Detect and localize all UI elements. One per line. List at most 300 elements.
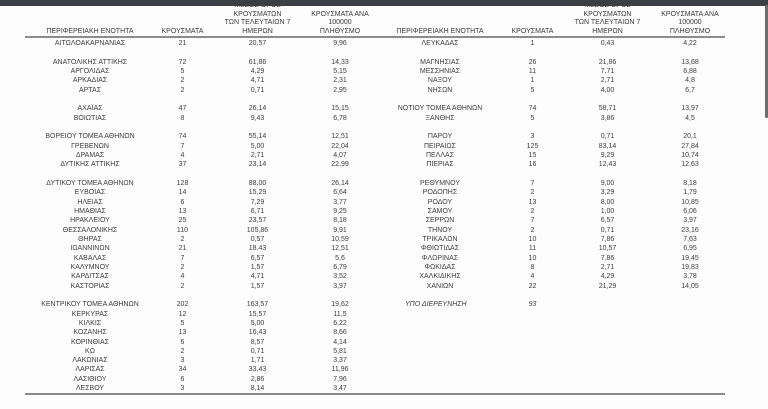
table-row bbox=[375, 254, 725, 263]
avg7-cell: 3,29 bbox=[600, 189, 615, 197]
cases-cell: 21 bbox=[178, 245, 187, 253]
name-cell: ΑΡΚΑΔΙΑΣ bbox=[72, 77, 108, 85]
per100k-cell: 22,99 bbox=[331, 161, 349, 169]
per100k-cell: 3,52 bbox=[333, 273, 347, 281]
avg7-cell: 58,71 bbox=[598, 105, 617, 113]
per100k-cell bbox=[655, 300, 725, 309]
avg7-cell: 0,71 bbox=[250, 347, 265, 355]
cases-cell: 5 bbox=[530, 86, 535, 94]
avg7-cell: 7,86 bbox=[600, 254, 615, 262]
name-cell: ΕΥΒΟΙΑΣ bbox=[74, 189, 106, 197]
table-row bbox=[25, 384, 375, 393]
cases-cell: 5 bbox=[530, 114, 535, 122]
avg7-cell: 21,86 bbox=[598, 58, 617, 66]
cases-cell: 47 bbox=[178, 105, 187, 113]
cases-cell: 4 bbox=[180, 151, 185, 159]
avg7-cell: 7,71 bbox=[600, 67, 615, 75]
table-row bbox=[375, 272, 725, 281]
per100k-cell: 9,96 bbox=[333, 40, 347, 47]
cases-table-left bbox=[25, 2, 375, 393]
per100k-cell: 3,97 bbox=[333, 282, 347, 290]
per100k-cell: 9,91 bbox=[333, 226, 347, 234]
name-cell: ΔΥΤΙΚΗΣ ΑΤΤΙΚΗΣ bbox=[60, 161, 120, 169]
name-cell: ΠΕΛΛΑΣ bbox=[425, 151, 455, 159]
per100k-cell: 3,47 bbox=[333, 385, 347, 393]
table-row bbox=[25, 39, 375, 48]
cases-cell: 2 bbox=[530, 226, 535, 234]
col-header-avg7: ΜΕΣΟΣ ΟΡΟΣ ΚΡΟΥΣΜΑΤΩΝ ΤΩΝ ΤΕΛΕΥΤΑΙΩΝ 7 ΗΜΕΡΩΝ bbox=[574, 2, 641, 35]
per100k-cell: 15,15 bbox=[331, 105, 349, 113]
cases-cell: 7 bbox=[180, 254, 185, 262]
per100k-cell: 4,22 bbox=[683, 40, 697, 47]
per100k-cell: 10,74 bbox=[681, 151, 699, 159]
avg7-cell: 105,86 bbox=[246, 226, 269, 234]
table-row bbox=[25, 375, 375, 384]
table-row bbox=[25, 67, 375, 76]
cases-cell: 7 bbox=[180, 142, 185, 150]
table-row bbox=[25, 58, 375, 67]
cases-cell: 3 bbox=[530, 133, 535, 141]
cases-cell: 1 bbox=[530, 40, 535, 47]
per100k-cell: 4,14 bbox=[333, 338, 347, 346]
table-row bbox=[25, 132, 375, 141]
name-cell: ΦΛΩΡΙΝΑΣ bbox=[421, 254, 459, 262]
cases-cell: 2 bbox=[180, 263, 185, 271]
table-row bbox=[25, 151, 375, 160]
per100k-cell: 6,79 bbox=[333, 263, 347, 271]
avg7-cell: 0,71 bbox=[600, 226, 615, 234]
tables-wrap bbox=[25, 2, 725, 393]
per100k-cell: 4,5 bbox=[685, 114, 695, 122]
table-row bbox=[375, 151, 725, 160]
name-cell: ΔΡΑΜΑΣ bbox=[75, 151, 105, 159]
cases-cell: 15 bbox=[528, 151, 537, 159]
name-cell: ΥΠΟ ΔΙΕΡΕΥΝΗΣΗ bbox=[405, 301, 467, 309]
cases-cell: 6 bbox=[180, 375, 185, 383]
avg7-cell: 1,57 bbox=[250, 263, 265, 271]
per100k-cell: 10,85 bbox=[681, 198, 699, 206]
name-cell: ΝΗΣΩΝ bbox=[427, 86, 453, 94]
cases-cell: 2 bbox=[180, 282, 185, 290]
per100k-cell: 27,84 bbox=[681, 142, 699, 150]
avg7-cell: 4,71 bbox=[250, 273, 265, 281]
avg7-cell: 2,71 bbox=[600, 77, 615, 85]
name-cell: ΚΙΛΚΙΣ bbox=[78, 319, 102, 327]
per100k-cell: 5,6 bbox=[335, 254, 345, 262]
cases-cell: 8 bbox=[180, 114, 185, 122]
name-cell: ΜΕΣΣΗΝΙΑΣ bbox=[419, 67, 461, 75]
name-cell: ΤΗΝΟΥ bbox=[427, 226, 453, 234]
cases-cell: 37 bbox=[178, 161, 187, 169]
name-cell: ΠΑΡΟΥ bbox=[427, 133, 453, 141]
name-cell: ΛΑΡΙΣΑΣ bbox=[75, 366, 105, 374]
avg7-cell: 0,71 bbox=[600, 133, 615, 141]
table-row bbox=[25, 114, 375, 123]
name-cell: ΔΥΤΙΚΟΥ ΤΟΜΕΑ ΑΘΗΝΩΝ bbox=[46, 179, 134, 187]
name-cell: ΑΡΤΑΣ bbox=[78, 86, 102, 94]
table-row bbox=[25, 263, 375, 272]
group-gap bbox=[375, 170, 725, 179]
avg7-cell: 2,71 bbox=[250, 151, 265, 159]
table-body bbox=[25, 38, 375, 393]
avg7-cell: 33,43 bbox=[248, 366, 267, 374]
per100k-cell: 6,88 bbox=[683, 67, 697, 75]
cases-cell: 2 bbox=[530, 207, 535, 215]
avg7-cell: 1,71 bbox=[250, 357, 265, 365]
avg7-cell: 18,43 bbox=[248, 245, 267, 253]
name-cell: ΡΟΔΟΠΗΣ bbox=[422, 189, 458, 197]
cases-cell: 16 bbox=[528, 161, 537, 169]
col-header-region: ΠΕΡΙΦΕΡΕΙΑΚΗ ΕΝΟΤΗΤΑ bbox=[396, 27, 484, 35]
per100k-cell: 6,22 bbox=[333, 319, 347, 327]
per100k-cell: 13,68 bbox=[681, 58, 699, 66]
name-cell: ΚΟΡΙΝΘΙΑΣ bbox=[71, 338, 109, 346]
table-header bbox=[25, 2, 375, 38]
avg7-cell: 1,57 bbox=[250, 282, 265, 290]
per100k-cell: 12,51 bbox=[331, 245, 349, 253]
table-row bbox=[375, 198, 725, 207]
table-row bbox=[25, 86, 375, 95]
cases-cell: 26 bbox=[528, 58, 537, 66]
avg7-cell: 7,29 bbox=[250, 198, 265, 206]
group-gap bbox=[25, 95, 375, 104]
per100k-cell: 12,63 bbox=[681, 161, 699, 169]
table-row bbox=[25, 300, 375, 309]
cases-cell: 2 bbox=[180, 347, 185, 355]
cases-cell: 1 bbox=[530, 77, 535, 85]
col-header-per100k: ΚΡΟΥΣΜΑΤΑ ΑΝΑ 100000 ΠΛΗΘΥΣΜΟ bbox=[311, 10, 369, 35]
avg7-cell: 55,14 bbox=[248, 133, 267, 141]
avg7-cell: 163,57 bbox=[246, 301, 269, 309]
cases-cell: 74 bbox=[178, 133, 187, 141]
per100k-cell: 14,05 bbox=[681, 282, 699, 290]
per100k-cell: 10,59 bbox=[331, 235, 349, 243]
avg7-cell: 15,29 bbox=[248, 189, 267, 197]
table-row bbox=[25, 188, 375, 197]
per100k-cell: 7,96 bbox=[333, 375, 347, 383]
cases-cell: 14 bbox=[178, 189, 187, 197]
per100k-cell: 1,79 bbox=[683, 189, 697, 197]
group-gap bbox=[375, 95, 725, 104]
per100k-cell: 23,16 bbox=[681, 226, 699, 234]
name-cell: ΑΙΤΩΛΟΑΚΑΡΝΑΝΙΑΣ bbox=[54, 40, 126, 47]
cases-cell: 202 bbox=[176, 301, 189, 309]
per100k-cell: 5,15 bbox=[333, 67, 347, 75]
table-row bbox=[375, 39, 725, 48]
name-cell: ΚΕΝΤΡΙΚΟΥ ΤΟΜΕΑ ΑΘΗΝΩΝ bbox=[41, 301, 139, 309]
table-row bbox=[375, 244, 725, 253]
under-investigation-row bbox=[375, 300, 725, 309]
cases-cell: 11 bbox=[528, 245, 537, 253]
avg7-cell: 4,00 bbox=[600, 86, 615, 94]
cases-cell: 74 bbox=[528, 105, 537, 113]
avg7-cell: 12,43 bbox=[598, 161, 617, 169]
cases-cell: 13 bbox=[178, 329, 187, 337]
col-header-region: ΠΕΡΙΦΕΡΕΙΑΚΗ ΕΝΟΤΗΤΑ bbox=[46, 27, 134, 35]
per100k-cell: 6,64 bbox=[333, 189, 347, 197]
cases-cell: 22 bbox=[528, 282, 537, 290]
table-row bbox=[25, 328, 375, 337]
per100k-cell: 6,7 bbox=[685, 86, 695, 94]
table-row bbox=[25, 226, 375, 235]
table-row bbox=[375, 207, 725, 216]
per100k-cell: 2,95 bbox=[333, 86, 347, 94]
name-cell: ΙΩΑΝΝΙΝΩΝ bbox=[70, 245, 110, 253]
avg7-cell bbox=[560, 300, 655, 309]
per100k-cell: 19,45 bbox=[681, 254, 699, 262]
cases-cell: 6 bbox=[180, 198, 185, 206]
table-row bbox=[25, 244, 375, 253]
avg7-cell: 8,14 bbox=[250, 385, 265, 393]
per100k-cell: 13,97 bbox=[681, 105, 699, 113]
table-body bbox=[375, 38, 725, 310]
avg7-cell: 16,43 bbox=[248, 329, 267, 337]
group-gap bbox=[375, 123, 725, 132]
cases-cell: 12 bbox=[178, 310, 187, 318]
name-cell: ΧΑΛΚΙΔΙΚΗΣ bbox=[419, 273, 461, 281]
name-cell: ΡΟΔΟΥ bbox=[427, 198, 453, 206]
avg7-cell: 20,57 bbox=[248, 40, 267, 47]
per100k-cell: 8,66 bbox=[333, 329, 347, 337]
avg7-cell: 2,71 bbox=[600, 263, 615, 271]
avg7-cell: 9,00 bbox=[600, 179, 615, 187]
avg7-cell: 88,00 bbox=[248, 179, 267, 187]
table-row bbox=[25, 365, 375, 374]
table-row bbox=[25, 338, 375, 347]
name-cell: ΑΝΑΤΟΛΙΚΗΣ ΑΤΤΙΚΗΣ bbox=[52, 58, 128, 66]
avg7-cell: 10,57 bbox=[598, 245, 617, 253]
table-row bbox=[375, 216, 725, 225]
cases-cell: 7 bbox=[530, 217, 535, 225]
group-gap bbox=[25, 291, 375, 300]
table-row bbox=[375, 132, 725, 141]
avg7-cell: 9,43 bbox=[250, 114, 265, 122]
table-row bbox=[25, 142, 375, 151]
table-row bbox=[375, 58, 725, 67]
table-header bbox=[375, 2, 725, 38]
name-cell: ΤΡΙΚΑΛΩΝ bbox=[422, 235, 458, 243]
avg7-cell: 5,00 bbox=[250, 142, 265, 150]
name-cell: ΒΟΡΕΙΟΥ ΤΟΜΕΑ ΑΘΗΝΩΝ bbox=[45, 133, 135, 141]
table-row bbox=[375, 282, 725, 291]
col-header-cases: ΚΡΟΥΣΜΑΤΑ bbox=[161, 27, 204, 35]
per100k-cell: 22,04 bbox=[331, 142, 349, 150]
name-cell: ΜΑΓΝΗΣΙΑΣ bbox=[420, 58, 460, 66]
per100k-cell: 4,8 bbox=[685, 77, 695, 85]
name-cell: ΗΜΑΘΙΑΣ bbox=[74, 207, 106, 215]
table-row bbox=[25, 347, 375, 356]
avg7-cell: 8,57 bbox=[250, 338, 265, 346]
table-row bbox=[25, 319, 375, 328]
cases-cell: 7 bbox=[530, 179, 535, 187]
table-row bbox=[25, 282, 375, 291]
cases-cell: 72 bbox=[178, 58, 187, 66]
per100k-cell: 19,83 bbox=[681, 263, 699, 271]
avg7-cell: 6,57 bbox=[250, 254, 265, 262]
avg7-cell: 4,29 bbox=[250, 67, 265, 75]
cases-cell: 25 bbox=[178, 217, 187, 225]
avg7-cell: 6,57 bbox=[600, 217, 615, 225]
avg7-cell: 6,71 bbox=[250, 207, 265, 215]
per100k-cell: 6,95 bbox=[683, 245, 697, 253]
group-gap bbox=[25, 123, 375, 132]
table-row bbox=[375, 188, 725, 197]
name-cell: ΣΕΡΡΩΝ bbox=[425, 217, 455, 225]
name-cell: ΚΟΖΑΝΗΣ bbox=[73, 329, 107, 337]
name-cell: ΛΑΣΙΘΙΟΥ bbox=[73, 375, 107, 383]
per100k-cell: 19,62 bbox=[331, 301, 349, 309]
per100k-cell: 3,97 bbox=[683, 217, 697, 225]
cases-cell: 2 bbox=[530, 189, 535, 197]
name-cell: ΘΕΣΣΑΛΟΝΙΚΗΣ bbox=[62, 226, 118, 234]
name-cell: ΦΘΙΩΤΙΔΑΣ bbox=[420, 245, 460, 253]
cases-cell: 13 bbox=[178, 207, 187, 215]
cases-cell: 125 bbox=[526, 142, 539, 150]
per100k-cell: 5,81 bbox=[333, 347, 347, 355]
name-cell: ΗΛΕΙΑΣ bbox=[77, 198, 103, 206]
cases-cell: 93 bbox=[528, 301, 537, 309]
name-cell: ΝΑΞΟΥ bbox=[427, 77, 453, 85]
per100k-cell: 26,14 bbox=[331, 179, 349, 187]
per100k-cell: 12,51 bbox=[331, 133, 349, 141]
table-row bbox=[25, 235, 375, 244]
col-header-avg7: ΜΕΣΟΣ ΟΡΟΣ ΚΡΟΥΣΜΑΤΩΝ ΤΩΝ ΤΕΛΕΥΤΑΙΩΝ 7 ΗΜΕΡΩΝ bbox=[224, 2, 291, 35]
avg7-cell: 83,14 bbox=[598, 142, 617, 150]
per100k-cell: 3,77 bbox=[333, 198, 347, 206]
name-cell: ΡΕΘΥΜΝΟΥ bbox=[419, 179, 460, 187]
table-row bbox=[375, 235, 725, 244]
cases-cell: 6 bbox=[180, 338, 185, 346]
name-cell: ΧΑΝΙΩΝ bbox=[426, 282, 454, 290]
cases-cell: 11 bbox=[528, 67, 537, 75]
cases-report bbox=[25, 2, 725, 395]
name-cell: ΦΩΚΙΔΑΣ bbox=[424, 263, 456, 271]
name-cell: ΚΑΣΤΟΡΙΑΣ bbox=[70, 282, 110, 290]
per100k-cell: 11,96 bbox=[331, 366, 349, 374]
table-row bbox=[25, 207, 375, 216]
cases-table-right bbox=[375, 2, 725, 393]
table-row bbox=[375, 142, 725, 151]
avg7-cell: 23,57 bbox=[248, 217, 267, 225]
table-row bbox=[25, 310, 375, 319]
table-row bbox=[25, 272, 375, 281]
group-gap bbox=[25, 170, 375, 179]
group-gap bbox=[375, 291, 725, 300]
per100k-cell: 6,78 bbox=[333, 114, 347, 122]
name-cell: ΝΟΤΙΟΥ ΤΟΜΕΑ ΑΘΗΝΩΝ bbox=[397, 105, 483, 113]
cases-cell: 10 bbox=[528, 235, 537, 243]
avg7-cell: 5,00 bbox=[250, 319, 265, 327]
cases-cell: 2 bbox=[180, 86, 185, 94]
avg7-cell: 9,29 bbox=[600, 151, 615, 159]
cases-cell: 110 bbox=[176, 226, 189, 234]
cases-cell: 10 bbox=[528, 254, 537, 262]
cases-cell: 5 bbox=[180, 319, 185, 327]
cases-cell: 34 bbox=[178, 366, 187, 374]
avg7-cell: 0,43 bbox=[600, 40, 615, 47]
avg7-cell: 15,57 bbox=[248, 310, 267, 318]
table-row bbox=[25, 254, 375, 263]
table-row bbox=[25, 356, 375, 365]
cases-cell: 3 bbox=[180, 385, 185, 393]
cases-cell: 2 bbox=[180, 235, 185, 243]
name-cell: ΗΡΑΚΛΕΙΟΥ bbox=[70, 217, 110, 225]
table-row bbox=[25, 104, 375, 113]
cases-cell: 8 bbox=[530, 263, 535, 271]
name-cell: ΠΕΙΡΑΙΩΣ bbox=[424, 142, 456, 150]
avg7-cell: 7,86 bbox=[600, 235, 615, 243]
name-cell: ΘΗΡΑΣ bbox=[78, 235, 102, 243]
avg7-cell: 21,29 bbox=[598, 282, 617, 290]
avg7-cell: 8,00 bbox=[600, 198, 615, 206]
cases-cell: 128 bbox=[176, 179, 189, 187]
table-row bbox=[375, 76, 725, 85]
cases-cell: 2 bbox=[180, 77, 185, 85]
avg7-cell: 1,00 bbox=[600, 207, 615, 215]
name-cell: ΑΧΑΪΑΣ bbox=[77, 105, 103, 113]
cases-cell: 4 bbox=[530, 273, 535, 281]
per100k-cell: 3,37 bbox=[333, 357, 347, 365]
cases-cell: 5 bbox=[180, 67, 185, 75]
table-row bbox=[25, 198, 375, 207]
avg7-cell: 0,71 bbox=[250, 86, 265, 94]
table-row bbox=[375, 86, 725, 95]
table-row bbox=[25, 160, 375, 169]
per100k-cell: 2,31 bbox=[333, 77, 347, 85]
avg7-cell: 2,86 bbox=[250, 375, 265, 383]
cases-cell: 4 bbox=[180, 273, 185, 281]
per100k-cell: 9,25 bbox=[333, 207, 347, 215]
table-row bbox=[375, 263, 725, 272]
per100k-cell: 4,07 bbox=[333, 151, 347, 159]
name-cell: ΛΕΥΚΑΔΑΣ bbox=[421, 40, 459, 47]
name-cell: ΣΑΜΟΥ bbox=[427, 207, 453, 215]
per100k-cell: 6,06 bbox=[683, 207, 697, 215]
name-cell: ΛΕΣΒΟΥ bbox=[75, 385, 105, 393]
group-gap bbox=[375, 48, 725, 57]
cases-cell: 21 bbox=[178, 40, 187, 47]
per100k-cell: 7,63 bbox=[683, 235, 697, 243]
avg7-cell: 4,29 bbox=[600, 273, 615, 281]
name-cell: ΚΕΡΚΥΡΑΣ bbox=[71, 310, 109, 318]
name-cell: ΚΑΛΥΜΝΟΥ bbox=[70, 263, 110, 271]
table-row bbox=[375, 104, 725, 113]
table-row bbox=[375, 67, 725, 76]
name-cell: ΚΩ bbox=[85, 347, 95, 355]
table-row bbox=[375, 160, 725, 169]
per100k-cell: 8,18 bbox=[683, 179, 697, 187]
avg7-cell: 23,14 bbox=[248, 161, 267, 169]
avg7-cell: 26,14 bbox=[248, 105, 267, 113]
table-row bbox=[375, 226, 725, 235]
name-cell: ΒΟΙΩΤΙΑΣ bbox=[73, 114, 107, 122]
name-cell: ΛΑΚΩΝΙΑΣ bbox=[72, 357, 108, 365]
name-cell: ΞΑΝΘΗΣ bbox=[425, 114, 455, 122]
table-row bbox=[25, 76, 375, 85]
avg7-cell: 0,57 bbox=[250, 235, 265, 243]
group-gap bbox=[25, 48, 375, 57]
name-cell: ΚΑΒΑΛΑΣ bbox=[73, 254, 107, 262]
name-cell: ΓΡΕΒΕΝΩΝ bbox=[71, 142, 109, 150]
avg7-cell: 61,86 bbox=[248, 58, 267, 66]
table-row bbox=[25, 179, 375, 188]
table-row bbox=[25, 216, 375, 225]
per100k-cell: 3,78 bbox=[683, 273, 697, 281]
name-cell: ΑΡΓΟΛΙΔΑΣ bbox=[70, 67, 110, 75]
cases-cell: 13 bbox=[528, 198, 537, 206]
table-row bbox=[375, 179, 725, 188]
per100k-cell: 8,18 bbox=[333, 217, 347, 225]
